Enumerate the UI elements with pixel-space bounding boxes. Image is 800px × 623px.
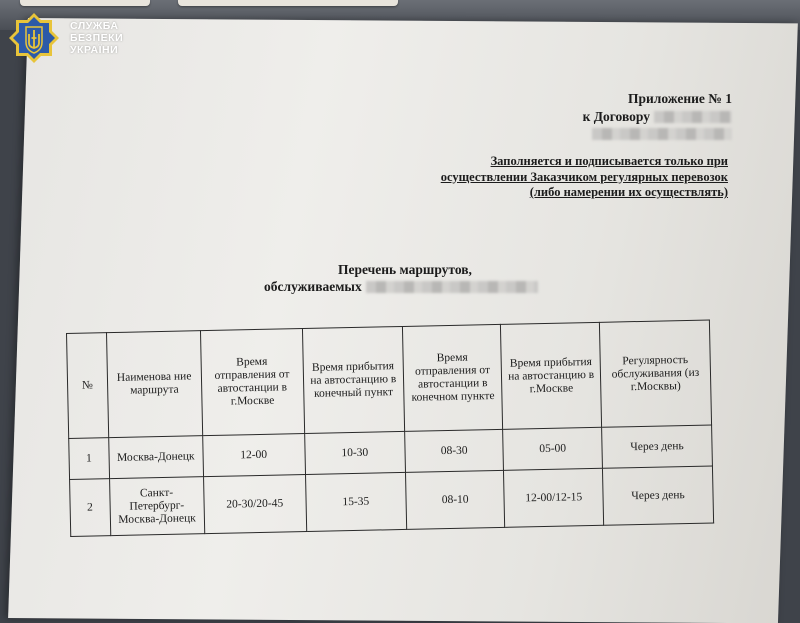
- cell-number: 2: [70, 479, 111, 537]
- cell-arrival-moscow: 05-00: [503, 427, 603, 470]
- wordmark-line: БЕЗПЕКИ: [70, 32, 124, 44]
- header-number: №: [67, 333, 109, 439]
- cell-regularity: Через день: [602, 425, 713, 468]
- cell-route-name: Москва-Донецк: [108, 436, 203, 479]
- cell-departure-moscow: 20-30/20-45: [203, 475, 306, 534]
- fill-instructions-note: [441, 154, 728, 201]
- cell-arrival-destination: 15-35: [305, 472, 407, 531]
- cell-regularity: Через день: [602, 466, 713, 525]
- cell-departure-destination: 08-30: [405, 429, 504, 472]
- table-header-row: [67, 320, 712, 438]
- redacted-company-name: [366, 281, 538, 293]
- header-route-name: Наименова ние маршрута: [106, 331, 202, 438]
- appendix-title: Приложение № 1: [628, 91, 732, 106]
- routes-table: [66, 320, 714, 537]
- routes-list-subtitle: [264, 279, 538, 295]
- sbu-emblem-icon: [8, 12, 60, 64]
- header-departure-moscow: Время отправления от автостанции в г.Москве: [200, 329, 304, 436]
- cell-arrival-moscow: 12-00/12-15: [504, 468, 604, 527]
- contract-prefix: к Договору: [582, 109, 650, 124]
- wordmark-line: СЛУЖБА: [70, 20, 119, 32]
- note-line: осуществлении Заказчиком регулярных перевозок: [440, 169, 728, 184]
- subtitle-prefix: обслуживаемых: [264, 279, 362, 294]
- table-row: [70, 466, 714, 536]
- header-arrival-moscow: Время прибытия на автостанцию в г.Москве: [501, 322, 602, 429]
- contract-reference: [583, 109, 732, 125]
- note-line: (либо намерении их осуществлять): [529, 185, 728, 199]
- redacted-contract-date: [592, 128, 732, 140]
- sbu-wordmark: [70, 20, 123, 56]
- header-arrival-destination: Время прибытия на автостанцию в конечный пункт: [302, 326, 405, 433]
- header-departure-destination: Время отправления от автостанции в конечном пункте: [402, 324, 503, 431]
- cell-departure-moscow: 12-00: [202, 434, 305, 477]
- cell-departure-destination: 08-10: [405, 470, 505, 529]
- sbu-watermark: [8, 12, 123, 64]
- note-line: Заполняется и подписывается только при: [490, 154, 728, 168]
- cell-arrival-destination: 10-30: [304, 431, 405, 474]
- cell-number: 1: [69, 438, 110, 480]
- redacted-contract-number: [654, 111, 732, 123]
- cell-route-name: Санкт-Петербург-Москва-Донецк: [109, 477, 204, 536]
- wordmark-line: УКРАЇНИ: [70, 44, 119, 56]
- routes-list-title: Перечень маршрутов,: [338, 262, 472, 277]
- header-regularity: Регулярность обслуживания (из г.Москвы): [599, 320, 711, 427]
